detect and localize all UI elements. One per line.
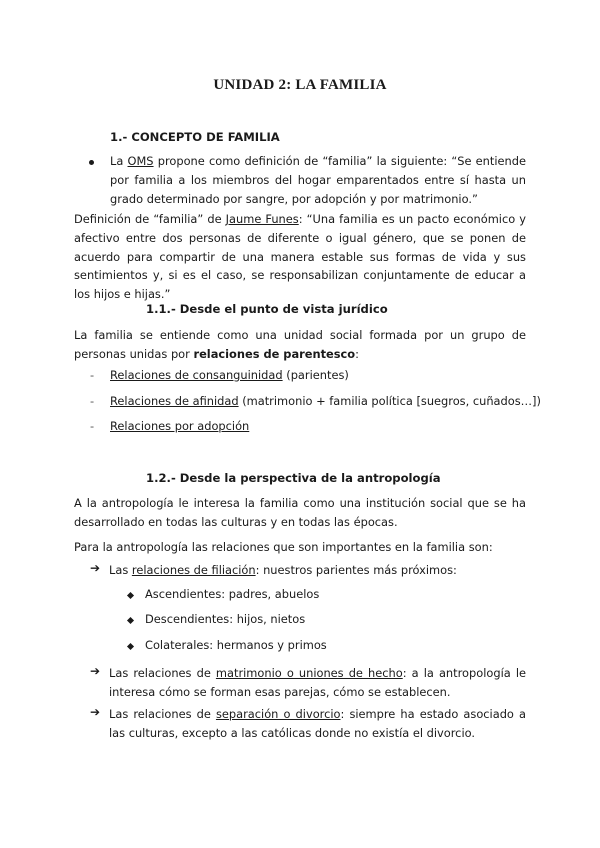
- bullet-icon: [89, 160, 94, 165]
- author-name: Jaume Funes: [225, 212, 299, 226]
- list-item: [110, 419, 249, 433]
- section-heading-juridico: 1.1.- Desde el punto de vista jurídico: [146, 302, 388, 316]
- arrow-icon: ➔: [90, 664, 101, 678]
- text-fragment: : siempre ha estado asociado a las culturas, excepto a las católicas donde no existía el divorcio.: [109, 707, 526, 740]
- antropologia-p2: Para la antropología las relaciones que son importantes en la familia son:: [74, 540, 493, 554]
- diamond-bullet-icon: [127, 617, 134, 624]
- dash-icon: -: [90, 368, 95, 382]
- arrow-item-filiacion: [109, 561, 526, 580]
- text-fragment: propone como definición de “familia” la siguiente: “Se entiende por familia a los miembros del hogar emparentados entre sí hasta un grado determinado por sangre, por adopción y por matrimonio.”: [110, 154, 526, 206]
- underlined-term: separación o divorcio: [215, 707, 341, 721]
- sub-list-item: Descendientes: hijos, nietos: [145, 612, 306, 626]
- item-label: Relaciones de consanguinidad: [110, 368, 283, 382]
- diamond-bullet-icon: [127, 592, 134, 599]
- text-fragment: Las relaciones de: [109, 666, 216, 680]
- section-heading-concepto: 1.- CONCEPTO DE FAMILIA: [110, 130, 280, 144]
- underlined-term: matrimonio o uniones de hecho: [215, 666, 403, 680]
- list-item: [110, 368, 349, 382]
- page-title: UNIDAD 2: LA FAMILIA: [213, 77, 387, 93]
- text-fragment: Las relaciones de: [109, 707, 216, 721]
- diamond-bullet-icon: [127, 643, 134, 650]
- text-fragment: La familia se entiende como una unidad social formada por un grupo de personas unidas por: [74, 328, 526, 361]
- text-fragment: :: [355, 346, 359, 361]
- dash-icon: -: [90, 394, 95, 408]
- text-fragment: : a la antropología le interesa cómo se forman esas parejas, cómo se establecen.: [109, 666, 526, 699]
- funes-definition: [74, 210, 526, 304]
- item-label: Relaciones por adopción: [110, 419, 250, 433]
- arrow-item-divorcio: [109, 705, 526, 743]
- arrow-item-matrimonio: [109, 664, 526, 702]
- text-fragment: Las: [109, 563, 132, 577]
- sub-list-item: Colaterales: hermanos y primos: [145, 638, 327, 652]
- text-fragment: : nuestros parientes más próximos:: [255, 563, 457, 577]
- oms-link: OMS: [127, 154, 154, 168]
- item-note: (parientes): [282, 368, 349, 382]
- bold-term: relaciones de parentesco: [193, 346, 356, 361]
- item-note: (matrimonio + familia política [suegros, cuñados…]): [238, 394, 541, 408]
- section-heading-antropologia: 1.2.- Desde la perspectiva de la antropología: [146, 471, 441, 485]
- sub-list-item: Ascendientes: padres, abuelos: [145, 587, 320, 601]
- juridico-intro: [74, 326, 526, 364]
- list-item: [110, 394, 541, 408]
- dash-icon: -: [90, 419, 95, 433]
- arrow-icon: ➔: [90, 705, 101, 719]
- arrow-icon: ➔: [90, 561, 101, 575]
- item-label: Relaciones de afinidad: [110, 394, 239, 408]
- text-fragment: La: [110, 154, 128, 168]
- underlined-term: relaciones de filiación: [131, 563, 256, 577]
- text-fragment: Definición de “familia” de: [74, 212, 226, 226]
- antropologia-p1: A la antropología le interesa la familia como una institución social que se ha desarrollado en todas las culturas y en todas las épocas.: [74, 496, 526, 529]
- text-fragment: : “Una familia es un pacto económico y afectivo entre dos personas de diferente o igual género, que se ponen de acuerdo para compartir de una manera estable sus formas de vida y sus sentimientos y, si es el caso, se responsabilizan conjuntamente de educar a los hijos e hijas.”: [74, 212, 526, 302]
- oms-definition: [110, 152, 526, 208]
